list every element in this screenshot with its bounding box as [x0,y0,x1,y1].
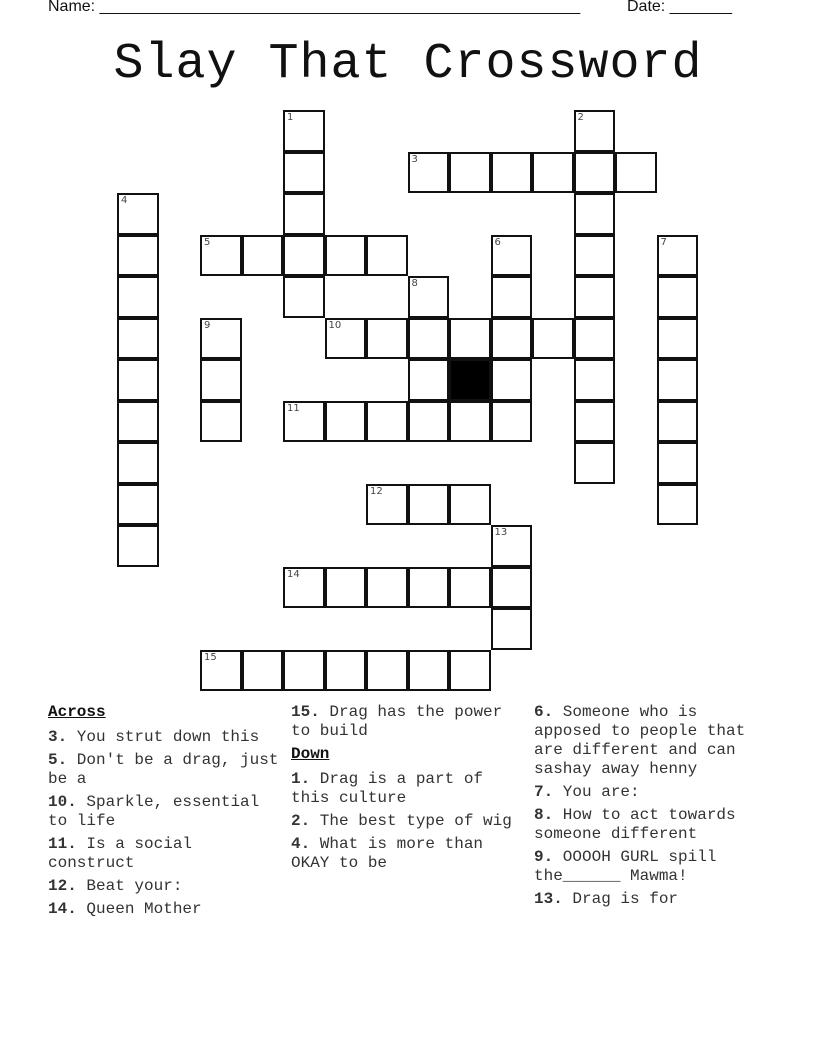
clue-number: 3 [411,153,418,165]
crossword-cell[interactable] [200,359,242,401]
clue [291,835,526,873]
down-clue-list-continued [534,703,769,909]
clue-number: 12 [370,485,383,497]
crossword-cell[interactable] [657,359,699,401]
clue-text: The best type of wig [310,812,512,830]
clue [291,703,526,741]
clue-number: 4 [121,195,128,206]
clue-number: 11 [287,402,300,414]
clue [48,793,283,831]
crossword-cell[interactable] [491,608,533,650]
crossword-cell[interactable] [325,401,367,443]
clue-number: 3. [48,728,68,746]
crossword-cell[interactable] [200,318,242,360]
crossword-cell[interactable] [491,567,533,609]
crossword-cell[interactable] [574,235,616,277]
clue-text: You are: [553,783,640,801]
page-title: Slay That Crossword [113,36,703,93]
crossword-cell[interactable] [283,567,325,609]
clue-number: 15. [291,703,320,721]
clue-number: 9 [204,319,211,331]
crossword-cell[interactable] [532,318,574,360]
crossword-cell[interactable] [283,276,325,318]
crossword-cell[interactable] [117,484,159,526]
crossword-cell[interactable] [532,152,574,194]
crossword-cell[interactable] [408,650,450,692]
crossword-cell[interactable] [283,401,325,443]
clue-number: 12. [48,877,77,895]
crossword-cell[interactable] [449,401,491,443]
clue-text: Sparkle, essential to life [48,793,260,830]
clue-number: 14 [287,568,300,580]
crossword-cell[interactable] [491,235,533,277]
crossword-cell[interactable] [408,276,450,318]
crossword-cell[interactable] [117,235,159,277]
clues-column-2 [291,703,526,877]
crossword-cell[interactable] [574,276,616,318]
crossword-cell[interactable] [574,110,616,152]
crossword-cell[interactable] [117,525,159,567]
crossword-cell[interactable] [242,235,284,277]
crossword-cell[interactable] [449,318,491,360]
clue-text: Don't be a drag, just be a [48,751,279,788]
clue-text: Drag is for [562,890,679,908]
clue [291,770,526,808]
crossword-cell[interactable] [117,442,159,484]
black-square [449,359,491,401]
crossword-cell[interactable] [574,442,616,484]
clue-text: Drag is a part of this culture [291,770,484,807]
crossword-cell[interactable] [283,110,325,152]
clue [48,877,283,896]
crossword-cell[interactable] [200,401,242,443]
clue-number: 8 [411,278,418,289]
clue [534,848,769,886]
crossword-cell[interactable] [574,193,616,235]
across-clue-list [48,728,283,919]
clue [291,812,526,831]
clue-number: 10. [48,793,77,811]
clue [534,703,769,779]
clue-text: You strut down this [67,728,260,746]
clue-text: OOOOH GURL spill the______ Mawma! [534,848,717,885]
across-heading: Across [48,703,106,721]
clue-number: 2 [577,112,584,123]
crossword-cell[interactable] [366,318,408,360]
clue-text: What is more than OKAY to be [291,835,484,872]
clue-text: Is a social construct [48,835,193,872]
clue-number: 6 [494,236,501,248]
clue [48,835,283,873]
crossword-cell[interactable] [657,484,699,526]
crossword-cell[interactable] [366,235,408,277]
clues-column-3 [534,703,769,913]
crossword-cell[interactable] [449,152,491,194]
clue-number: 10 [328,319,342,331]
crossword-cell[interactable] [408,401,450,443]
crossword-cell[interactable] [200,235,242,277]
crossword-cell[interactable] [491,401,533,443]
clue-number: 1. [291,770,311,788]
crossword-cell[interactable] [325,650,367,692]
crossword-cell[interactable] [657,276,699,318]
clue [534,783,769,802]
clue-number: 8. [534,806,554,824]
down-clue-list [291,770,526,873]
clue [48,728,283,747]
clue-text: How to act towards someone different [534,806,736,843]
crossword-cell[interactable] [491,525,533,567]
crossword-cell[interactable] [408,152,450,194]
crossword-cell[interactable] [117,318,159,360]
crossword-cell[interactable] [574,152,616,194]
clue-number: 7. [534,783,554,801]
crossword-cell[interactable] [117,193,159,235]
crossword-cell[interactable] [366,567,408,609]
crossword-cell[interactable] [574,401,616,443]
crossword-cell[interactable] [491,276,533,318]
date-field-line: Date: _______ [627,0,732,15]
crossword-cell[interactable] [408,567,450,609]
crossword-cell[interactable] [366,650,408,692]
across-clue-list-continued [291,703,526,741]
crossword-cell[interactable] [325,235,367,277]
clue-number: 11. [48,835,77,853]
clue [534,806,769,844]
crossword-cell[interactable] [449,650,491,692]
crossword-cell[interactable] [200,650,242,692]
clue-number: 4. [291,835,311,853]
crossword-cell[interactable] [283,650,325,692]
clues-column-1 [48,703,283,923]
clue [48,751,283,789]
crossword-cell[interactable] [408,359,450,401]
clue-number: 7 [660,236,667,248]
crossword-cell[interactable] [408,484,450,526]
clue-number: 13. [534,890,563,908]
crossword-cell[interactable] [491,359,533,401]
crossword-cell[interactable] [491,318,533,360]
crossword-cell[interactable] [283,235,325,277]
clue-text: Queen Mother [76,900,202,918]
clue-number: 15 [204,651,217,663]
clue-number: 5. [48,751,68,769]
crossword-cell[interactable] [283,152,325,194]
name-field-line: Name: ______________________________________________________ [48,0,581,15]
crossword-cell[interactable] [657,235,699,277]
clue [534,890,769,909]
crossword-cell[interactable] [657,401,699,443]
crossword-cell[interactable] [283,193,325,235]
down-heading: Down [291,745,330,763]
clue-number: 2. [291,812,311,830]
clue-number: 1 [287,112,294,123]
crossword-cell[interactable] [574,359,616,401]
clue-text: Someone who is apposed to people that are different and can sashay away henny [534,703,746,778]
crossword-cell[interactable] [408,318,450,360]
crossword-cell[interactable] [574,318,616,360]
clue-text: Drag has the power to build [291,703,503,740]
crossword-cell[interactable] [449,484,491,526]
crossword-cell[interactable] [449,567,491,609]
crossword-cell[interactable] [491,152,533,194]
crossword-cell[interactable] [117,276,159,318]
crossword-cell[interactable] [615,152,657,194]
clue [48,900,283,919]
crossword-cell[interactable] [117,401,159,443]
clue-number: 5 [204,236,211,248]
crossword-cell[interactable] [657,442,699,484]
clue-text: Beat your: [76,877,183,895]
crossword-cell[interactable] [117,359,159,401]
clue-number: 14. [48,900,77,918]
crossword-cell[interactable] [366,484,408,526]
clue-number: 6. [534,703,554,721]
clue-number: 9. [534,848,554,866]
crossword-cell[interactable] [657,318,699,360]
clue-number: 13 [494,527,508,538]
crossword-cell[interactable] [366,401,408,443]
crossword-cell[interactable] [242,650,284,692]
crossword-cell[interactable] [325,567,367,609]
crossword-cell[interactable] [325,318,367,360]
